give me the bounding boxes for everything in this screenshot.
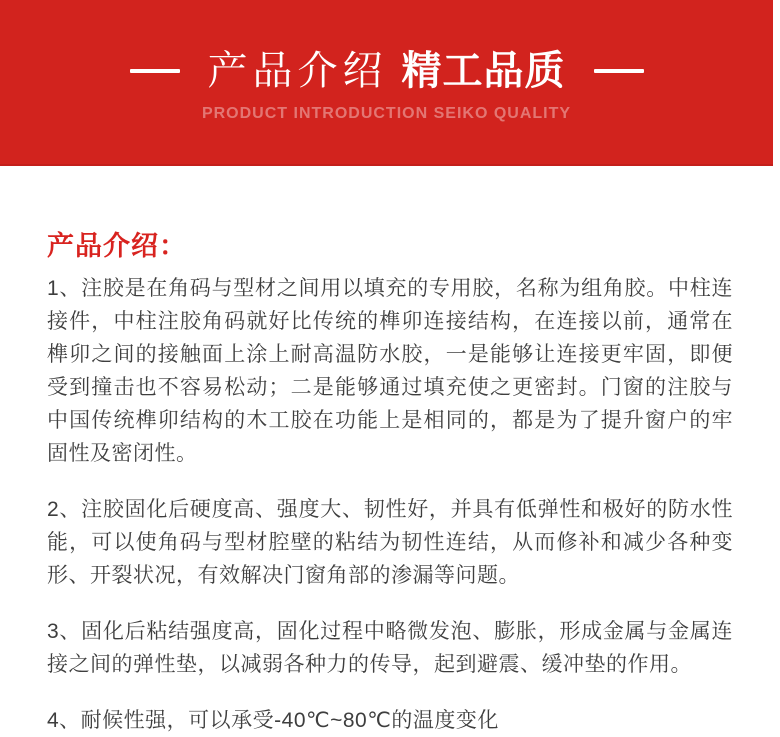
banner-title-row — [130, 48, 644, 94]
banner-title — [208, 48, 566, 94]
product-introduction-section — [0, 224, 780, 737]
right-dash-decoration — [594, 69, 644, 73]
paragraph-2-cured-properties: 2、注胶固化后硬度高、强度大、韧性好，并具有低弹性和极好的防水性能，可以使角码与型材腔壁的粘结为韧性连结，从而修补和减少各种变形、开裂状况，有效解决门窗角部的渗漏等问题。 — [47, 498, 733, 587]
banner-title-cn-bold: 精工品质 — [401, 49, 566, 93]
paragraph-4-weather-resistance: 4、耐候性强，可以承受-40℃~80℃的温度变化 — [47, 709, 499, 732]
banner-title-cn-light: 产品介绍 — [207, 49, 388, 93]
banner-subtitle-en: PRODUCT INTRODUCTION SEIKO QUALITY — [201, 105, 572, 122]
paragraph-3-bond-strength: 3、固化后粘结强度高，固化过程中略微发泡、膨胀，形成金属与金属连接之间的弹性垫，以减弱各种力的传导，起到避震、缓冲垫的作用。 — [47, 620, 733, 676]
paragraph-1-injection-glue-intro: 1、注胶是在角码与型材之间用以填充的专用胶，名称为组角胶。中柱连接件，中柱注胶角码就好比传统的榫卯连接结构，在连接以前，通常在榫卯之间的接触面上涂上耐高温防水胶，一是能够让连接更牢固，即便受到撞击也不容易松动；二是能够通过填充使之更密封。门窗的注胶与中国传统榫卯结构的木工胶在功能上是相同的，都是为了提升窗户的牢固性及密闭性。 — [47, 277, 733, 465]
section-heading: 产品介绍： — [47, 231, 187, 261]
section-banner — [0, 0, 773, 166]
left-dash-decoration — [130, 69, 180, 73]
